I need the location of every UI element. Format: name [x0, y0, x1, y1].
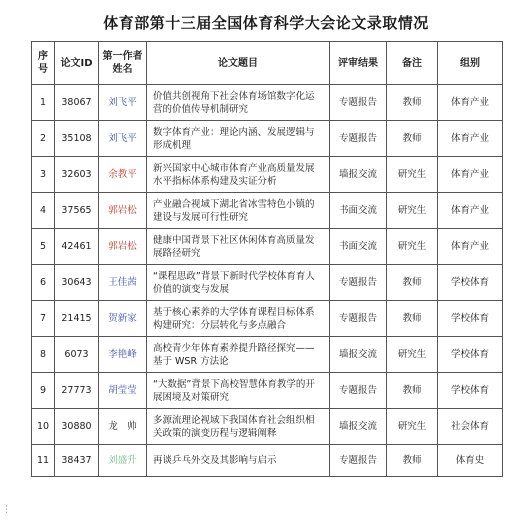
cell-group: 社会体育: [438, 409, 503, 445]
cell-paper-title: “课程思政”背景下新时代学校体育育人价值的演变与发展: [147, 265, 330, 301]
cell-review-result: 墙报交流: [330, 337, 387, 373]
cell-note: 教师: [387, 121, 438, 157]
cell-note: 教师: [387, 445, 438, 477]
cell-note: 研究生: [387, 229, 438, 265]
cell-group: 体育产业: [438, 121, 503, 157]
cell-author: 余教平: [99, 157, 147, 193]
cell-author: 刘飞平: [99, 85, 147, 121]
cell-note: 教师: [387, 265, 438, 301]
cell-group: 体育产业: [438, 193, 503, 229]
cell-paper-id: 27773: [55, 373, 99, 409]
cell-paper-title: 基于核心素养的大学体育课程目标体系构建研究：分层转化与多点融合: [147, 301, 330, 337]
cell-seq: 4: [32, 193, 55, 229]
cell-review-result: 专题报告: [330, 445, 387, 477]
corner-dots-icon: ⋮: [2, 505, 11, 515]
cell-group: 体育产业: [438, 229, 503, 265]
table-header-row: [32, 42, 503, 85]
cell-paper-id: 21415: [55, 301, 99, 337]
cell-note: 教师: [387, 301, 438, 337]
cell-review-result: 专题报告: [330, 121, 387, 157]
cell-review-result: 书面交流: [330, 193, 387, 229]
cell-seq: 9: [32, 373, 55, 409]
cell-group: 体育产业: [438, 85, 503, 121]
cell-paper-title: 健康中国背景下社区休闲体育高质量发展路径研究: [147, 229, 330, 265]
cell-note: 研究生: [387, 409, 438, 445]
cell-paper-title: “大数据”背景下高校智慧体育教学的开展困境及对策研究: [147, 373, 330, 409]
table-row: [32, 229, 503, 265]
table-row: [32, 193, 503, 229]
table-row: [32, 265, 503, 301]
cell-author: 李艳峰: [99, 337, 147, 373]
cell-paper-id: 42461: [55, 229, 99, 265]
table-row: [32, 409, 503, 445]
cell-seq: 3: [32, 157, 55, 193]
header-author: 第一作者姓名: [99, 42, 147, 85]
cell-note: 教师: [387, 85, 438, 121]
cell-review-result: 专题报告: [330, 301, 387, 337]
cell-paper-title: 数字体育产业：理论内涵、发展逻辑与形成机理: [147, 121, 330, 157]
cell-review-result: 专题报告: [330, 373, 387, 409]
cell-paper-title: 再谈乒乓外交及其影响与启示: [147, 445, 330, 477]
cell-group: 学校体育: [438, 265, 503, 301]
cell-paper-title: 价值共创视角下社会体育场馆数字化运营的价值传导机制研究: [147, 85, 330, 121]
table-row: [32, 121, 503, 157]
cell-author: 郭岩松: [99, 193, 147, 229]
cell-paper-id: 30880: [55, 409, 99, 445]
table-row: [32, 157, 503, 193]
cell-paper-title: 新兴国家中心城市体育产业高质量发展水平指标体系构建及实证分析: [147, 157, 330, 193]
cell-author: 郭岩松: [99, 229, 147, 265]
header-seq: 序号: [32, 42, 55, 85]
table-row: [32, 301, 503, 337]
cell-note: 教师: [387, 373, 438, 409]
header-group: 组别: [438, 42, 503, 85]
cell-author: 胡莹莹: [99, 373, 147, 409]
cell-paper-title: 高校青少年体育素养提升路径探究——基于 WSR 方法论: [147, 337, 330, 373]
cell-group: 学校体育: [438, 301, 503, 337]
table-row: [32, 445, 503, 477]
cell-note: 研究生: [387, 157, 438, 193]
cell-review-result: 书面交流: [330, 229, 387, 265]
cell-group: 体育产业: [438, 157, 503, 193]
cell-seq: 2: [32, 121, 55, 157]
cell-author: 刘飞平: [99, 121, 147, 157]
cell-seq: 6: [32, 265, 55, 301]
cell-paper-id: 6073: [55, 337, 99, 373]
cell-review-result: 墙报交流: [330, 157, 387, 193]
cell-paper-id: 35108: [55, 121, 99, 157]
cell-paper-id: 37565: [55, 193, 99, 229]
cell-paper-title: 产业融合视域下湖北省冰雪特色小镇的建设与发展可行性研究: [147, 193, 330, 229]
cell-paper-id: 38067: [55, 85, 99, 121]
results-table: [31, 41, 503, 477]
cell-note: 研究生: [387, 193, 438, 229]
table-row: [32, 85, 503, 121]
table-row: [32, 373, 503, 409]
header-paper-id: 论文ID: [55, 42, 99, 85]
cell-group: 学校体育: [438, 337, 503, 373]
cell-review-result: 专题报告: [330, 265, 387, 301]
header-note: 备注: [387, 42, 438, 85]
cell-seq: 8: [32, 337, 55, 373]
cell-author: 王佳茜: [99, 265, 147, 301]
cell-seq: 11: [32, 445, 55, 477]
header-review-result: 评审结果: [330, 42, 387, 85]
cell-group: 学校体育: [438, 373, 503, 409]
cell-review-result: 专题报告: [330, 85, 387, 121]
page-title: 体育部第十三届全国体育科学大会论文录取情况: [103, 14, 429, 32]
cell-author: 贺新家: [99, 301, 147, 337]
cell-seq: 10: [32, 409, 55, 445]
cell-note: 研究生: [387, 337, 438, 373]
cell-seq: 1: [32, 85, 55, 121]
cell-review-result: 墙报交流: [330, 409, 387, 445]
cell-paper-title: 多源流理论视域下我国体育社会组织相关政策的演变历程与逻辑阐释: [147, 409, 330, 445]
table-body: [32, 85, 503, 477]
cell-group: 体育史: [438, 445, 503, 477]
table-row: [32, 337, 503, 373]
cell-author: 刘盛升: [99, 445, 147, 477]
cell-seq: 5: [32, 229, 55, 265]
cell-paper-id: 32603: [55, 157, 99, 193]
cell-author: 龙 帅: [99, 409, 147, 445]
cell-seq: 7: [32, 301, 55, 337]
cell-paper-id: 38437: [55, 445, 99, 477]
header-paper-title: 论文题目: [147, 42, 330, 85]
cell-paper-id: 30643: [55, 265, 99, 301]
